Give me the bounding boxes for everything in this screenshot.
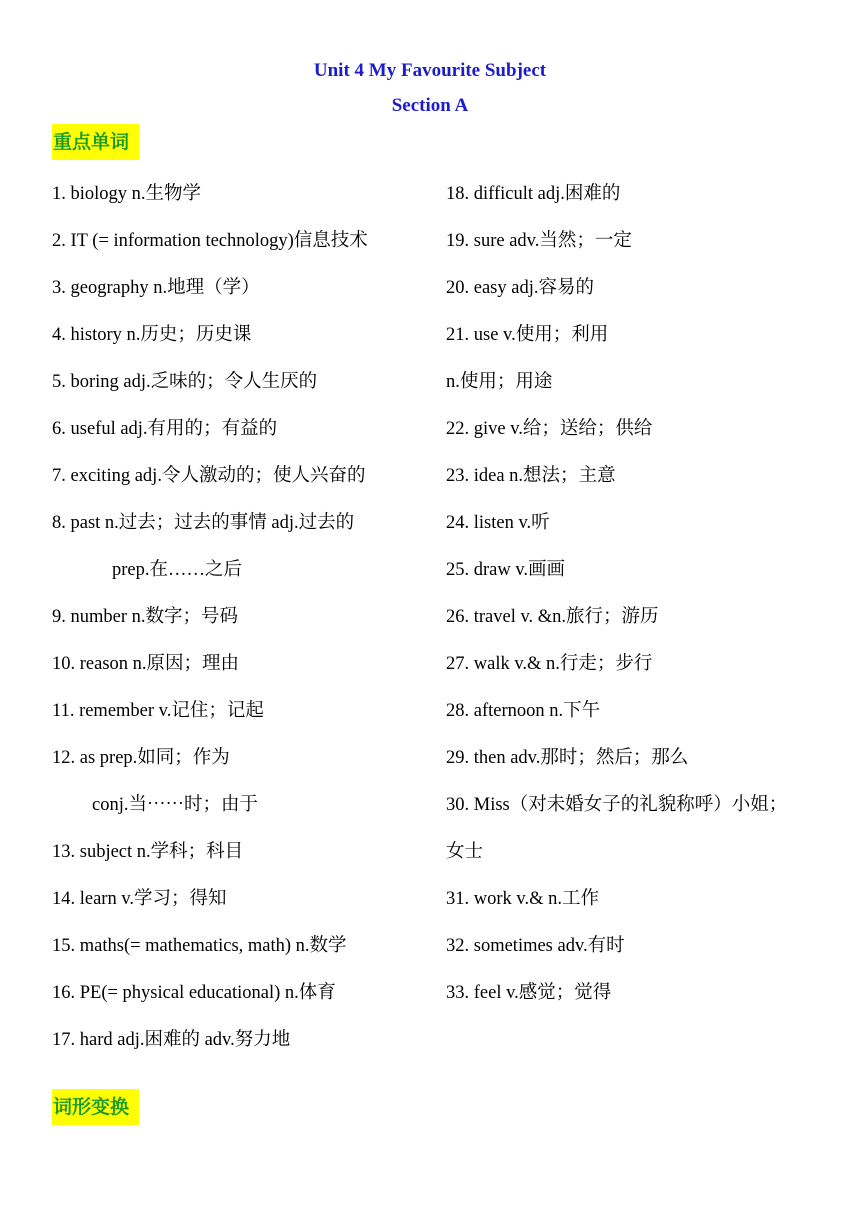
vocab-item-continuation: n.使用；用途 — [446, 372, 553, 392]
vocab-item: 10. reason n.原因；理由 — [52, 654, 240, 674]
vocab-item: 8. past n.过去；过去的事情 adj.过去的 — [52, 513, 355, 533]
vocab-item: 2. IT (= information technology)信息技术 — [52, 231, 368, 251]
vocab-item: 29. then adv.那时；然后；那么 — [446, 748, 689, 768]
vocab-item: 27. walk v.& n.行走；步行 — [446, 654, 653, 674]
vocab-item: 26. travel v. &n.旅行；游历 — [446, 607, 659, 627]
vocab-item: 31. work v.& n.工作 — [446, 889, 599, 909]
vocab-item: 12. as prep.如同；作为 — [52, 748, 230, 768]
vocab-item: 17. hard adj.困难的 adv.努力地 — [52, 1030, 291, 1050]
vocab-item: 11. remember v.记住；记起 — [52, 701, 264, 721]
section-subtitle: Section A — [391, 95, 469, 116]
vocab-item: 24. listen v.听 — [446, 513, 550, 533]
word-forms-heading: 词形变换 — [52, 1089, 139, 1125]
vocab-item: 23. idea n.想法；主意 — [446, 466, 616, 486]
vocab-item: 25. draw v.画画 — [446, 560, 566, 580]
vocab-item: 13. subject n.学科；科目 — [52, 842, 244, 862]
vocab-column-left — [52, 173, 432, 1066]
vocab-item: 20. easy adj.容易的 — [446, 278, 594, 298]
vocab-item: 4. history n.历史；历史课 — [52, 325, 252, 345]
vocab-item: 30. Miss（对未婚女子的礼貌称呼）小姐； — [446, 795, 788, 815]
vocab-item: 15. maths(= mathematics, math) n.数学 — [52, 936, 347, 956]
vocab-item-continuation: 女士 — [446, 842, 484, 862]
vocab-item: 5. boring adj.乏味的；令人生厌的 — [52, 372, 318, 392]
vocab-item: 32. sometimes adv.有时 — [446, 936, 625, 956]
document-title: Unit 4 My Favourite Subject — [313, 60, 547, 81]
vocab-item: 33. feel v.感觉；觉得 — [446, 983, 612, 1003]
vocab-item: 14. learn v.学习；得知 — [52, 889, 227, 909]
vocab-column-right — [446, 173, 846, 1019]
vocab-item: 22. give v.给；送给；供给 — [446, 419, 653, 439]
vocab-item: 16. PE(= physical educational) n.体育 — [52, 983, 336, 1003]
vocab-item: 6. useful adj.有用的；有益的 — [52, 419, 278, 439]
vocab-item-continuation: conj.当⋯⋯时；由于 — [92, 795, 258, 815]
vocab-item: 28. afternoon n.下午 — [446, 701, 601, 721]
vocab-item: 9. number n.数字；号码 — [52, 607, 239, 627]
key-words-heading: 重点单词 — [52, 124, 139, 160]
vocab-item: 3. geography n.地理（学） — [52, 278, 260, 298]
vocab-item-continuation: prep.在……之后 — [112, 560, 242, 580]
vocab-item: 21. use v.使用；利用 — [446, 325, 609, 345]
vocab-item: 19. sure adv.当然；一定 — [446, 231, 632, 251]
vocab-item: 18. difficult adj.困难的 — [446, 184, 621, 204]
vocab-item: 1. biology n.生物学 — [52, 184, 202, 204]
vocab-item: 7. exciting adj.令人激动的；使人兴奋的 — [52, 466, 366, 486]
